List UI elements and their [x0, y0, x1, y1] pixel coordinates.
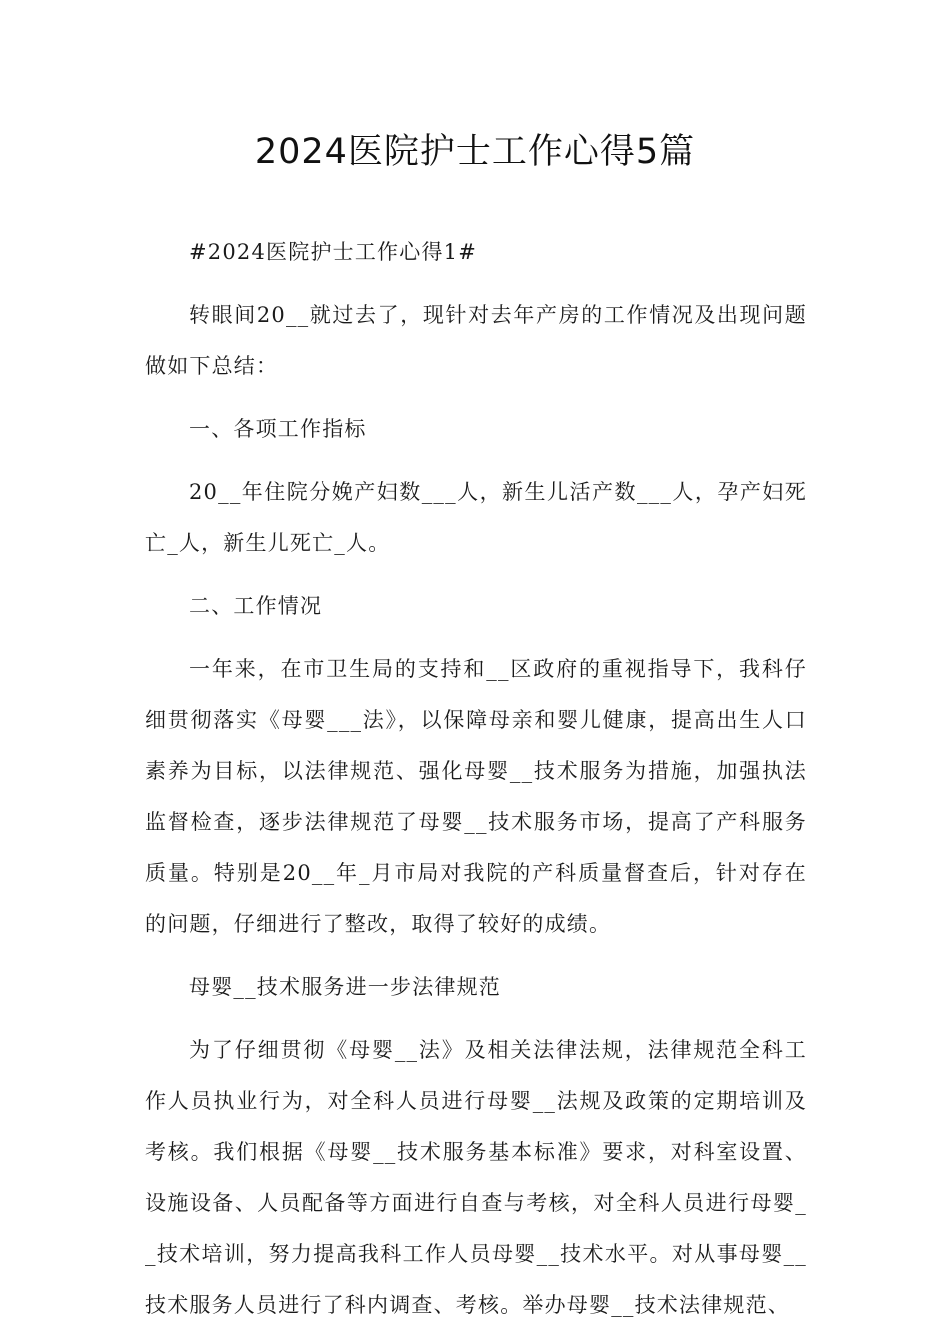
subheading-work-indicators: 一、各项工作指标	[189, 417, 367, 441]
work-status-paragraph: 一年来，在市卫生局的支持和__区政府的重视指导下，我科仔细贯彻落实《母婴___法》，以保障母亲和婴儿健康，提高出生人口素养为目标，以法律规范、强化母婴__技术服务为措施，加强执法监督检查，逐步法律规范了母婴__技术服务市场，提高了产科服务质量。特别是20__年_月市局对我院的产科质量督查后，针对存在的问题，仔细进行了整改，取得了较好的成绩。	[145, 657, 807, 936]
subheading-work-status: 二、工作情况	[189, 594, 323, 618]
subheading-maternal-infant-services: 母婴__技术服务进一步法律规范	[189, 975, 501, 999]
services-paragraph: 为了仔细贯彻《母婴__法》及相关法律法规，法律规范全科工作人员执业行为，对全科人员进行母婴__法规及政策的定期培训及考核。我们根据《母婴__技术服务基本标准》要求，对科室设置、设施设备、人员配备等方面进行自查与考核，对全科人员进行母婴__技术培训，努力提高我科工作人员母婴__技术水平。对从事母婴__技术服务人员进行了科内调查、考核。举办母婴__技术法律规范、	[145, 1038, 807, 1317]
document-body	[145, 227, 807, 1343]
section-heading-1: #2024医院护士工作心得1#	[189, 240, 477, 264]
intro-paragraph: 转眼间20__就过去了，现针对去年产房的工作情况及出现问题做如下总结：	[145, 303, 807, 378]
document-title: 2024医院护士工作心得5篇	[254, 132, 696, 172]
indicators-paragraph: 20__年住院分娩产妇数___人，新生儿活产数___人，孕产妇死亡_人，新生儿死亡_人。	[145, 480, 807, 555]
